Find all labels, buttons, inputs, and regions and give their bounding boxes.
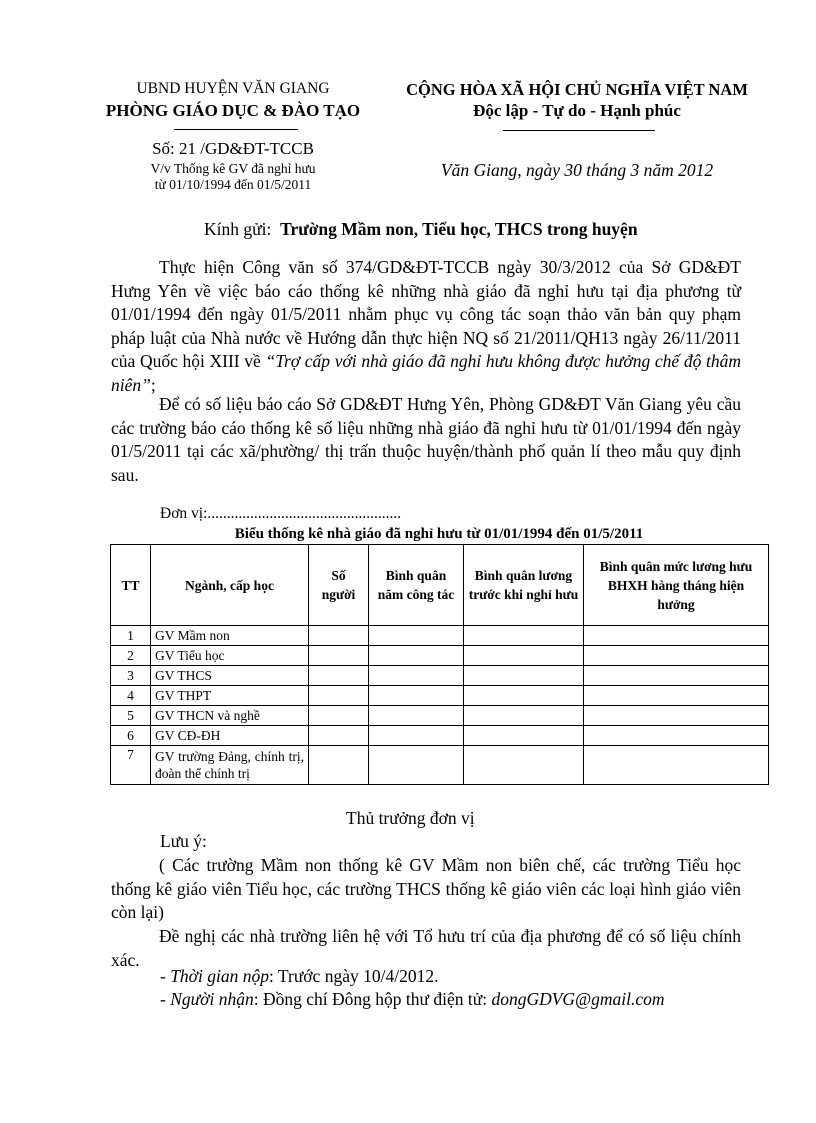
paragraph-1-text: Thực hiện Công văn số 374/GD&ĐT-TCCB ngày 30/3/2012 của Sở GD&ĐT Hưng Yên về việc báo cáo thống kê những nhà giáo đã nghỉ hưu tại địa phương từ 01/01/1994 đến ngày 01/5/2011 nhằm phục vụ công tác soạn thảo văn bản quy phạm pháp luật của Nhà nước về Hướng dẫn thực hiện NQ số 21/2011/QH13 ngày 26/11/2011 của Quốc hội XIII về	[111, 257, 741, 371]
row-label: GV trường Đảng, chính trị, đoàn thể chính trị	[151, 746, 309, 785]
note-text-2	[111, 925, 741, 972]
cell-salary[interactable]	[464, 686, 584, 706]
cell-count[interactable]	[309, 706, 369, 726]
paragraph-2	[111, 393, 741, 487]
deadline-line: - Thời gian nộp: Trước ngày 10/4/2012.	[160, 966, 439, 986]
table-title: Biểu thống kê nhà giáo đã nghỉ hưu từ 01/01/1994 đến 01/5/2011	[234, 526, 644, 542]
receiver-value: : Đồng chí Đông hộp thư điện tử:	[253, 989, 492, 1009]
cell-salary[interactable]	[464, 626, 584, 646]
cell-years[interactable]	[369, 646, 464, 666]
cell-salary[interactable]	[464, 746, 584, 785]
cell-count[interactable]	[309, 726, 369, 746]
cell-salary[interactable]	[464, 646, 584, 666]
header-category: Ngành, cấp học	[151, 545, 309, 626]
cell-pension[interactable]	[584, 666, 769, 686]
note-heading: Lưu ý:	[160, 831, 207, 851]
department-name: PHÒNG GIÁO DỤC & ĐÀO TẠO	[105, 101, 361, 120]
paragraph-1	[111, 256, 741, 397]
cell-years[interactable]	[369, 706, 464, 726]
note-text-2-body: Đề nghị các nhà trường liên hệ với Tổ hưu trí của địa phương để có số liệu chính xác.	[111, 926, 741, 970]
paragraph-1-italic: “Trợ cấp với nhà giáo đã nghỉ hưu không được hưởng chế độ thâm niên”	[111, 351, 741, 395]
cell-pension[interactable]	[584, 646, 769, 666]
cell-count[interactable]	[309, 686, 369, 706]
signature-title: Thủ trưởng đơn vị	[346, 808, 475, 828]
national-motto: Độc lập - Tự do - Hạnh phúc	[473, 101, 681, 120]
cell-salary[interactable]	[464, 706, 584, 726]
recipient-prefix: Kính gửi:	[204, 219, 272, 239]
statistics-table	[110, 544, 769, 785]
row-number: 7	[111, 746, 151, 785]
left-header-rule	[174, 129, 298, 130]
row-number: 4	[111, 686, 151, 706]
row-label: GV THPT	[151, 686, 309, 706]
deadline-value: : Trước ngày 10/4/2012.	[269, 966, 439, 986]
table-row	[111, 686, 769, 706]
cell-pension[interactable]	[584, 686, 769, 706]
cell-salary[interactable]	[464, 666, 584, 686]
cell-salary[interactable]	[464, 726, 584, 746]
cell-pension[interactable]	[584, 626, 769, 646]
receiver-line: - Người nhận: Đồng chí Đông hộp thư điện tử: dongGDVG@gmail.com	[160, 989, 665, 1009]
subject-line-2: từ 01/10/1994 đến 01/5/2011	[154, 177, 312, 192]
agency-name: UBND HUYỆN VĂN GIANG	[136, 80, 330, 97]
deadline-label: Thời gian nộp	[170, 966, 269, 986]
national-title: CỘNG HÒA XÃ HỘI CHỦ NGHĨA VIỆT NAM	[406, 80, 748, 99]
cell-years[interactable]	[369, 666, 464, 686]
cell-count[interactable]	[309, 746, 369, 785]
row-number: 3	[111, 666, 151, 686]
unit-line: Đơn vị:..................................................	[160, 505, 402, 522]
table-row	[111, 666, 769, 686]
cell-years[interactable]	[369, 686, 464, 706]
table-row	[111, 746, 769, 785]
paragraph-2-text: Để có số liệu báo cáo Sở GD&ĐT Hưng Yên, Phòng GD&ĐT Văn Giang yêu cầu các trường báo cáo thống kê số liệu những nhà giáo đã nghỉ hưu từ 01/01/1994 đến ngày 01/5/2011 tại các xã/phường/ thị trấn thuộc huyện/thành phố quản lí theo mẫu quy định sau.	[111, 394, 741, 485]
header-avg-pension: Bình quân mức lương hưu BHXH hàng tháng hiện hưởng	[584, 545, 769, 626]
cell-years[interactable]	[369, 746, 464, 785]
table-header-row	[111, 545, 769, 626]
note-text-1	[111, 854, 741, 925]
right-header-rule	[503, 130, 655, 131]
header-avg-years: Bình quân năm công tác	[369, 545, 464, 626]
header-tt: TT	[111, 545, 151, 626]
table-row	[111, 646, 769, 666]
recipient-name: Trường Mầm non, Tiểu học, THCS trong huyện	[280, 219, 638, 239]
table-row	[111, 626, 769, 646]
cell-count[interactable]	[309, 666, 369, 686]
cell-years[interactable]	[369, 626, 464, 646]
row-label: GV Mầm non	[151, 626, 309, 646]
header-avg-salary: Bình quân lương trước khi nghỉ hưu	[464, 545, 584, 626]
document-number: Số: 21 /GD&ĐT-TCCB	[152, 139, 314, 158]
row-number: 5	[111, 706, 151, 726]
cell-pension[interactable]	[584, 746, 769, 785]
recipient-line	[204, 219, 638, 240]
row-number: 1	[111, 626, 151, 646]
receiver-email-link[interactable]: dongGDVG@gmail.com	[491, 989, 665, 1009]
row-label: GV CĐ-ĐH	[151, 726, 309, 746]
receiver-label: Người nhận	[170, 989, 254, 1009]
cell-count[interactable]	[309, 626, 369, 646]
header-count: Số người	[309, 545, 369, 626]
row-label: GV THCS	[151, 666, 309, 686]
cell-years[interactable]	[369, 726, 464, 746]
paragraph-1-tail: ;	[150, 374, 156, 395]
table-row	[111, 706, 769, 726]
row-number: 6	[111, 726, 151, 746]
note-text-1-body: ( Các trường Mầm non thống kê GV Mầm non biên chế, các trường Tiểu học thống kê giáo viên Tiểu học, các trường THCS thống kê giáo viên các loại hình giáo viên còn lại)	[111, 855, 741, 922]
cell-pension[interactable]	[584, 706, 769, 726]
row-label: GV THCN và nghề	[151, 706, 309, 726]
table-row	[111, 726, 769, 746]
row-label: GV Tiểu học	[151, 646, 309, 666]
cell-count[interactable]	[309, 646, 369, 666]
subject-line-1: V/v Thống kê GV đã nghỉ hưu	[150, 161, 316, 176]
cell-pension[interactable]	[584, 726, 769, 746]
row-number: 2	[111, 646, 151, 666]
date-place: Văn Giang, ngày 30 tháng 3 năm 2012	[440, 160, 714, 180]
